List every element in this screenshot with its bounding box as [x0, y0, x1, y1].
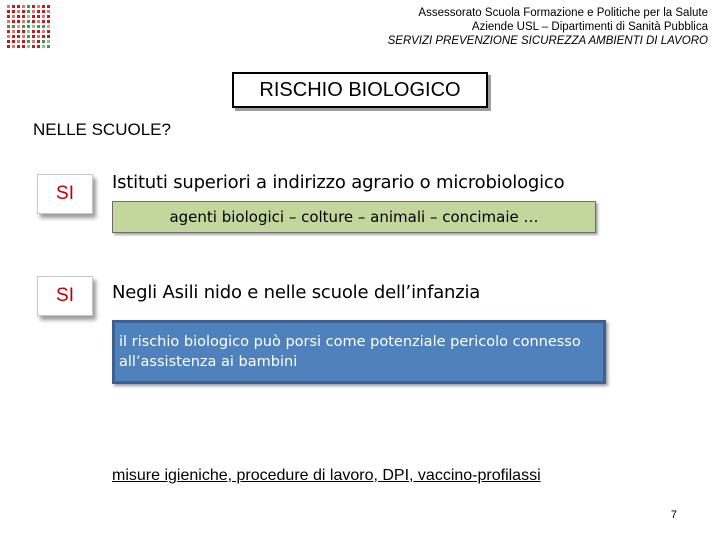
logo-dot: [27, 35, 30, 38]
logo-dot: [32, 45, 35, 48]
si-badge-2: SI: [37, 276, 93, 316]
logo-dot: [22, 45, 25, 48]
logo-dot: [27, 10, 30, 13]
page-number: 7: [670, 509, 677, 521]
measures-text: misure igieniche, procedure di lavoro, DPI, vaccino-profilassi: [112, 467, 541, 484]
logo-dot: [27, 15, 30, 18]
logo-dot: [7, 25, 10, 28]
logo-dot: [22, 15, 25, 18]
logo-dot: [37, 10, 40, 13]
logo-dot: [17, 5, 20, 8]
item-text-2: Negli Asili nido e nelle scuole dell’infanzia: [112, 282, 481, 303]
logo-dot: [12, 30, 15, 33]
logo-dot: [37, 30, 40, 33]
logo-dot: [42, 45, 45, 48]
question-heading: NELLE SCUOLE?: [33, 120, 171, 139]
logo-dot: [7, 5, 10, 8]
logo-dot: [12, 25, 15, 28]
logo-dot: [37, 35, 40, 38]
logo-dot: [42, 5, 45, 8]
logo-dot: [12, 45, 15, 48]
slide-title: RISCHIO BIOLOGICO: [232, 72, 488, 108]
logo-dot: [47, 20, 50, 23]
logo-dot: [22, 10, 25, 13]
header-line-3: SERVIZI PREVENZIONE SICUREZZA AMBIENTI DI LAVORO: [387, 35, 708, 47]
logo-dot: [17, 15, 20, 18]
logo-dot: [12, 10, 15, 13]
logo-dot: [27, 40, 30, 43]
logo-dot: [32, 5, 35, 8]
logo-dot: [32, 20, 35, 23]
header-line-2: Aziende USL – Dipartimenti di Sanità Pubblica: [471, 21, 708, 33]
logo-dot: [42, 20, 45, 23]
logo-dot: [7, 30, 10, 33]
risk-description-box: il rischio biologico può porsi come potenziale pericolo connesso all’assistenza ai bambini: [112, 320, 606, 384]
logo-dot: [17, 45, 20, 48]
logo-dot: [42, 30, 45, 33]
logo-dot: [27, 25, 30, 28]
logo-dot: [32, 30, 35, 33]
logo-dot: [17, 20, 20, 23]
logo-dot: [47, 25, 50, 28]
logo-dot: [7, 20, 10, 23]
logo-dot: [32, 35, 35, 38]
logo-dot: [42, 40, 45, 43]
logo-dot: [27, 30, 30, 33]
logo-dot: [32, 15, 35, 18]
logo-dot: [22, 5, 25, 8]
logo-dot: [47, 45, 50, 48]
logo-dot: [7, 40, 10, 43]
logo-dot: [47, 40, 50, 43]
biological-agents-box: agenti biologici – colture – animali – concimaie …: [112, 201, 596, 233]
logo-dot: [17, 40, 20, 43]
logo-dot: [42, 15, 45, 18]
logo-dot: [22, 35, 25, 38]
logo-dot: [42, 10, 45, 13]
logo-dot: [17, 25, 20, 28]
logo-dot: [42, 25, 45, 28]
logo-dot: [17, 35, 20, 38]
logo-dot: [47, 10, 50, 13]
logo-dot: [22, 25, 25, 28]
logo-dot: [37, 15, 40, 18]
logo-dot: [7, 45, 10, 48]
logo-dot: [37, 5, 40, 8]
logo-dot: [22, 40, 25, 43]
logo-dot: [37, 40, 40, 43]
logo-dot: [27, 5, 30, 8]
logo-dot: [12, 40, 15, 43]
logo-dot: [32, 10, 35, 13]
logo-dot: [47, 5, 50, 8]
logo-dot: [47, 15, 50, 18]
logo-dot: [7, 10, 10, 13]
logo-dot: [37, 25, 40, 28]
dot-grid-logo-icon: [4, 2, 54, 52]
logo-dot: [7, 35, 10, 38]
logo-dot: [22, 30, 25, 33]
header-institution: [388, 6, 708, 48]
logo-dot: [32, 25, 35, 28]
logo-dot: [12, 35, 15, 38]
si-badge-1: SI: [37, 174, 93, 214]
logo-dot: [47, 30, 50, 33]
logo-dot: [12, 20, 15, 23]
logo-dot: [32, 40, 35, 43]
logo-dot: [17, 10, 20, 13]
logo-dot: [12, 15, 15, 18]
item-text-1: Istituti superiori a indirizzo agrario o microbiologico: [112, 172, 565, 193]
logo-dot: [12, 5, 15, 8]
logo-dot: [47, 35, 50, 38]
logo-dot: [27, 45, 30, 48]
logo-dot: [37, 20, 40, 23]
logo-dot: [37, 45, 40, 48]
header-line-1: Assessorato Scuola Formazione e Politiche per la Salute: [418, 7, 708, 19]
logo-dot: [42, 35, 45, 38]
logo-dot: [22, 20, 25, 23]
logo-dot: [27, 20, 30, 23]
logo-dot: [17, 30, 20, 33]
logo-dot: [7, 15, 10, 18]
